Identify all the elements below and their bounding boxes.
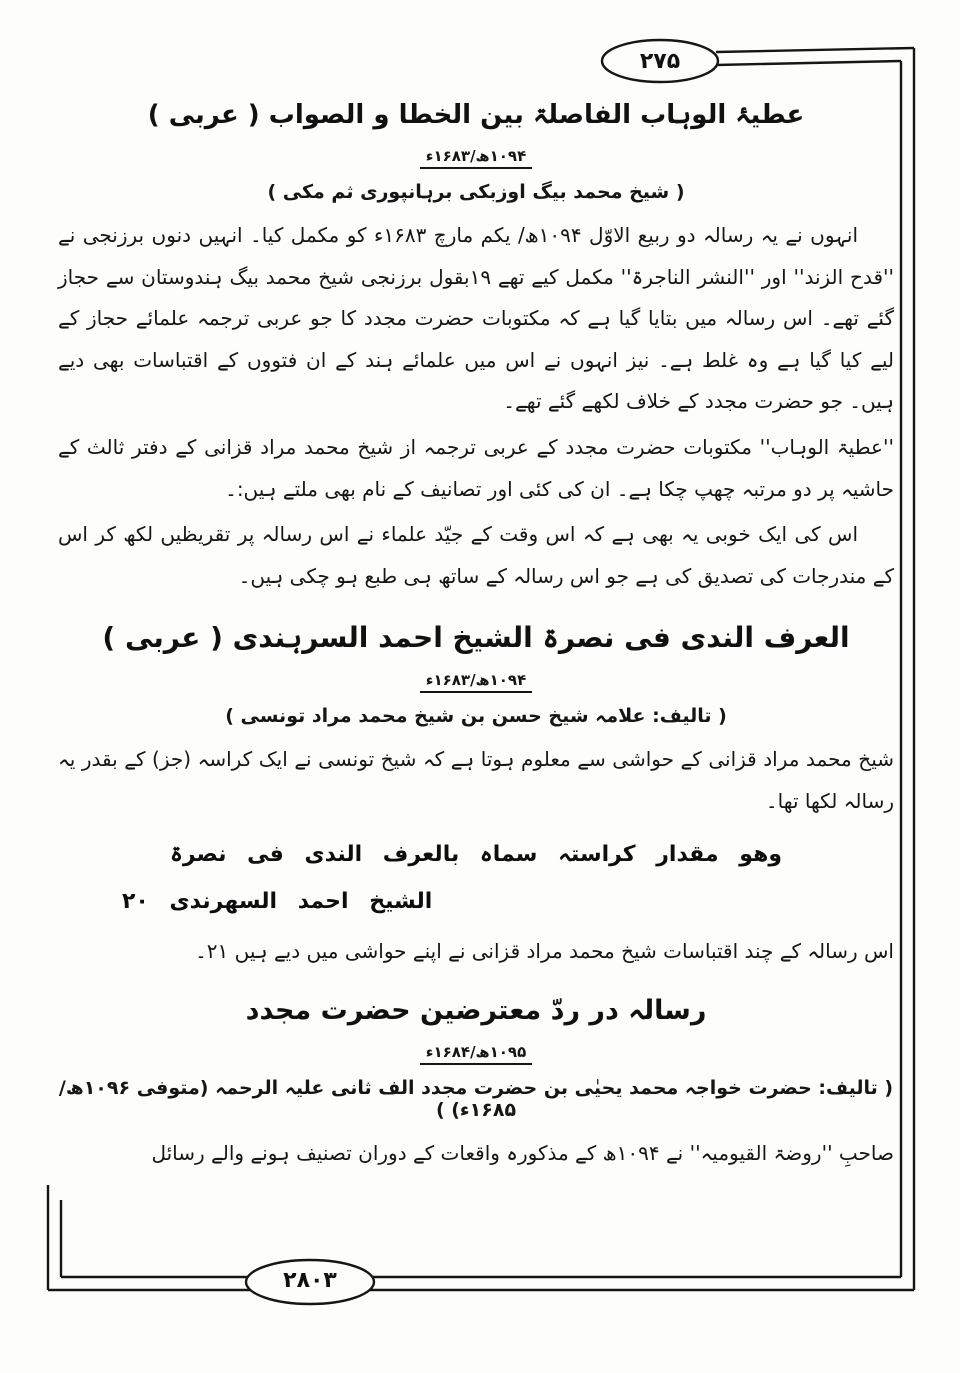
section-2-paragraph-1: شیخ محمد مراد قزانی کے حواشی سے معلوم ہوتا ہے کہ شیخ تونسی نے ایک کراسہ (جز) کے بقدر یہ رسالہ لکھا تھا۔ [58, 747, 894, 813]
section-1-date-text: ۱۰۹۴ھ/۱۶۸۳ء [420, 147, 532, 169]
section-2-date [58, 670, 894, 693]
section-3-date-text: ۱۰۹۵ھ/۱۶۸۴ء [420, 1043, 532, 1065]
section-1-paragraph-3: اس کی ایک خوبی یہ بھی ہے کہ اس وقت کے جیّد علماء نے اس رسالہ پر تقریظیں لکھ کر اس کے مندرجات کی تصدیق کی ہے جو اس رسالہ کے ساتھ ہی طبع ہو چکی ہیں۔ [58, 522, 894, 588]
section-1-title: عطیۂ الوہاب الفاصلۃ بین الخطا و الصواب ( عربی ) [147, 100, 805, 130]
section-2-paragraph-2: اس رسالہ کے چند اقتباسات شیخ محمد مراد قزانی نے اپنے حواشی میں دیے ہیں ۲۱۔ [195, 939, 894, 964]
section-2-title: العرف الندی فی نصرۃ الشیخ احمد السرہندی ( عربی ) [102, 621, 850, 655]
page-number-bottom: ۲۸۰۳ [283, 1268, 337, 1293]
section-3-title: رسالہ در ردّ معترضین حضرت مجدد [245, 994, 707, 1026]
section-2-date-text: ۱۰۹۴ھ/۱۶۸۳ء [420, 671, 532, 693]
arabic-quote-line-2: الشیخ احمد السھرندی ۲۰ [122, 888, 433, 914]
section-1-paragraph-1: انہوں نے یہ رسالہ دو ربیع الاوّل ۱۰۹۴ھ/ یکم مارچ ۱۶۸۳ء کو مکمل کیا۔ انہیں دنوں برزنجی نے ''قدح الزند'' اور ''النشر الناجرۃ'' مکمل کیے تھے ۱۹بقول برزنجی شیخ محمد بیگ ہندوستان سے حجاز گئے تھے۔ اس رسالہ میں بتایا گیا ہے کہ مکتوبات حضرت مجدد کا جو عربی ترجمہ علمائے حجاز کے لیے کیا گیا ہے وہ غلط ہے۔ نیز انہوں نے اس میں علمائے ہند کے ان فتووں کے اقتباسات بھی دیے ہیں۔ جو حضرت مجدد کے خلاف لکھے گئے تھے۔ [58, 223, 894, 414]
section-2-byline: ( تالیف: علامہ شیخ حسن بن شیخ محمد مراد تونسی ) [225, 705, 727, 728]
section-3-byline: ( تالیف: حضرت خواجہ محمد یحیٰی بن حضرت مجدد الف ثانی علیہ الرحمہ (متوفی ۱۰۹۶ھ/۱۶۸۵ء) ) [58, 1076, 894, 1121]
section-3-paragraph-1: صاحبِ ''روضۃ القیومیہ'' نے ۱۰۹۴ھ کے مذکورہ واقعات کے دوران تصنیف ہونے والے رسائل [151, 1140, 894, 1165]
page-number-top: ۲۷۵ [639, 49, 681, 74]
arabic-quote [58, 831, 894, 926]
section-1-date [58, 146, 894, 169]
arabic-quote-line-1: وھو مقدار کراستہ سماہ بالعرف الندی فی نصرۃ [169, 841, 783, 867]
page-content [58, 100, 894, 1174]
section-1-byline: ( شیخ محمد بیگ اوزبکی برہانپوری ثم مکی ) [267, 181, 685, 203]
section-1-paragraph-2: ''عطیۃ الوہاب'' مکتوبات حضرت مجدد کے عربی ترجمہ از شیخ محمد مراد قزانی کے دفتر ثالث کے حاشیہ پر دو مرتبہ چھپ چکا ہے۔ ان کی کئی اور تصانیف کے نام بھی ملتے ہیں:۔ [58, 434, 894, 501]
section-3-date [58, 1042, 894, 1065]
